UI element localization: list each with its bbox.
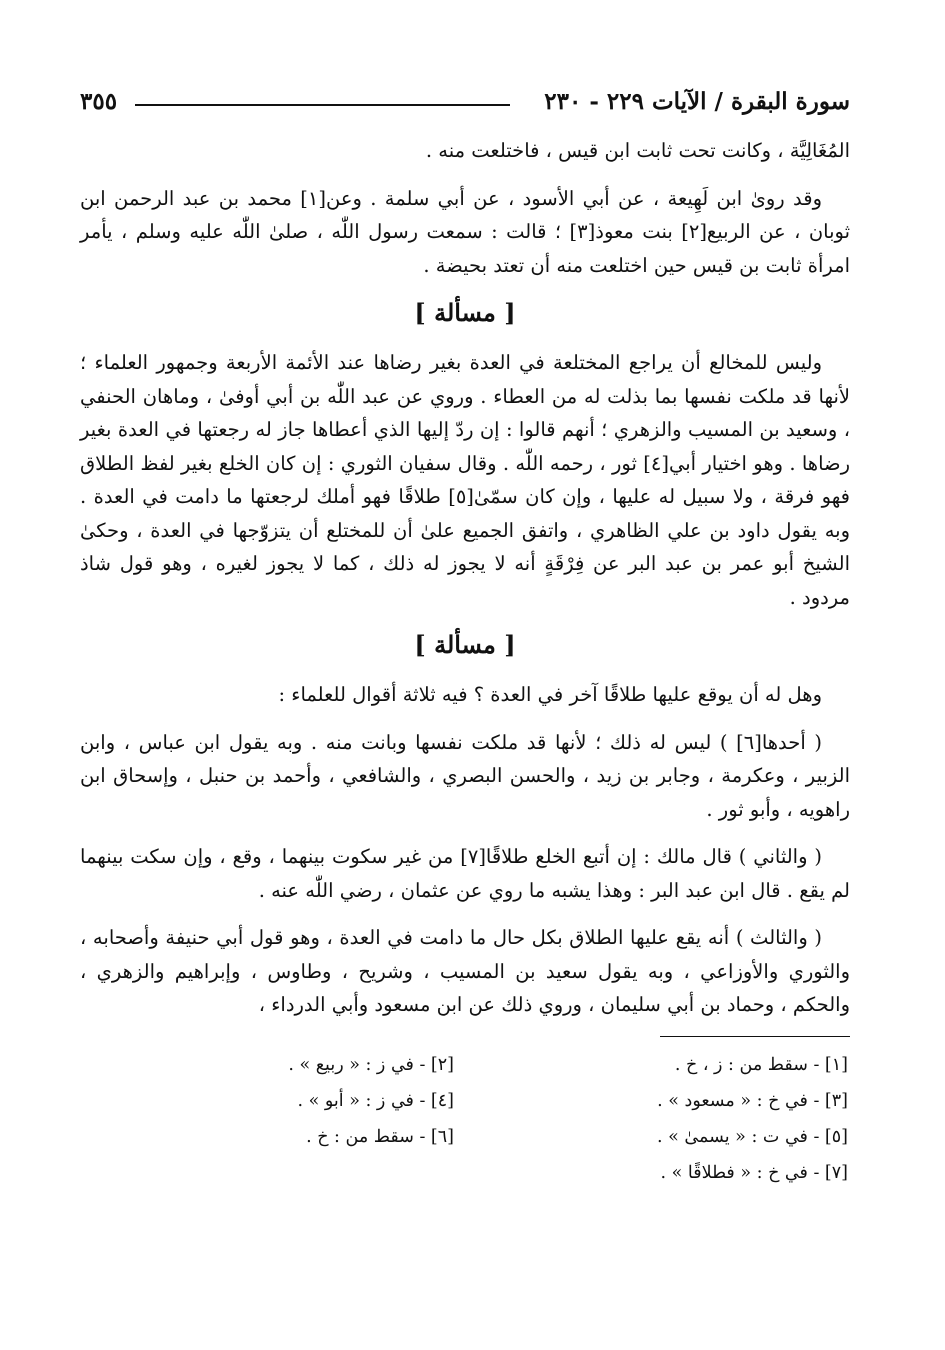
- footnote: [٥] - في ت : « يسمىٰ » .: [657, 1126, 848, 1147]
- page-body: [80, 134, 850, 1022]
- paragraph: وهل له أن يوقع عليها طلاقًا آخر في العدة ؟ فيه ثلاثة أقوال للعلماء :: [278, 683, 822, 706]
- footnote: [٣] - في خ : « مسعود » .: [657, 1090, 848, 1111]
- header-rule: [135, 104, 510, 106]
- paragraph: وقد روىٰ ابن لَهِيعة ، عن أبي الأسود ، عن أبي سلمة . وعن[١] محمد بن عبد الرحمن ابن ثوبان ، عن الربيع[٢] بنت معوذ[٣] ؛ قالت : سمعت رسول اللّٰه ، صلىٰ اللّٰه عليه وسلم ، يأمر امرأة ثابت بن قيس حين اختلعت منه أن تعتد بحيضة .: [80, 186, 851, 277]
- section-heading: [ مسألة ]: [414, 630, 516, 659]
- footnote: [١] - سقط من : ز ، خ .: [674, 1054, 848, 1075]
- footnotes: [80, 1051, 850, 1187]
- paragraph: ( والثاني ) قال مالك : إن أتبع الخلع طلاقًا[٧] من غير سكوت بينهما ، وقع ، وإن سكت بينهما لم يقع . قال ابن عبد البر : وهذا يشبه ما روي عن عثمان ، رضي اللّٰه عنه .: [80, 845, 850, 902]
- page-header: [80, 80, 850, 120]
- paragraph: ( والثالث ) أنه يقع عليها الطلاق بكل حال ما دامت في العدة ، وهو قول أبي حنيفة وأصحابه ، والثوري والأوزاعي ، وبه يقول سعيد بن المسيب ، وشريح ، وطاوس ، وإبراهيم والزهري ، والحكم ، وحماد بن أبي سليمان ، وروي ذلك عن ابن مسعود وأبي الدرداء ،: [80, 926, 850, 1016]
- footnote: [٦] - سقط من : خ .: [306, 1126, 454, 1147]
- paragraph: وليس للمخالع أن يراجع المختلعة في العدة بغير رضاها عند الأئمة الأربعة وجمهور العلماء ؛ لأنها قد ملكت نفسها بما بذلت له من العطاء . وروي عن عبد اللّٰه بن أبي أوفىٰ ، وماهان الحنفي ، وسعيد بن المسيب والزهري ؛ أنهم قالوا : إن ردّ إليها الذي أعطاها جاز له رجعتها في العدة بغير رضاها . وهو اختيار أبي[٤] ثور ، رحمه اللّٰه . وقال سفيان الثوري : إن كان الخلع بغير لفظ الطلاق فهو فرقة ، ولا سبيل له عليها ، وإن كان سمّىٰ[٥] طلاقًا فهو أملك لرجعتها ما دامت في العدة . وبه يقول داود بن علي الظاهري ، واتفق الجميع علىٰ أن للمختلع أن يتزوّجها في العدة ، وحكىٰ الشيخ أبو عمر بن عبد البر عن فِرْقَةٍ أنه لا يجوز له ذلك ، كما لا يجوز لغيره ، وهو قول شاذ مردود .: [80, 351, 851, 609]
- paragraph: ( أحدها[٦] ) ليس له ذلك ؛ لأنها قد ملكت نفسها وبانت منه . وبه يقول ابن عباس ، وابن الزبير ، وعكرمة ، وجابر بن زيد ، والحسن البصري ، والشافعي ، وأحمد بن حنبل ، وإسحاق ابن راهويه ، وأبو ثور .: [80, 730, 850, 821]
- footnote: [٢] - في ز : « ربيع » .: [288, 1054, 454, 1075]
- running-head: سورة البقرة / الآيات ٢٢٩ - ٢٣٠: [544, 88, 850, 115]
- footnote: [٧] - في خ : « فطلاقًا » .: [660, 1162, 848, 1183]
- book-page: [80, 80, 850, 1187]
- footnote: [٤] - في ز : « أبو » .: [297, 1090, 454, 1111]
- page-number: ٣٥٥: [80, 88, 118, 115]
- section-heading: [ مسألة ]: [414, 298, 516, 327]
- paragraph: المُغَالِيَّة ، وكانت تحت ثابت ابن قيس ، فاختلعت منه .: [425, 139, 850, 162]
- footnote-separator: [660, 1036, 850, 1037]
